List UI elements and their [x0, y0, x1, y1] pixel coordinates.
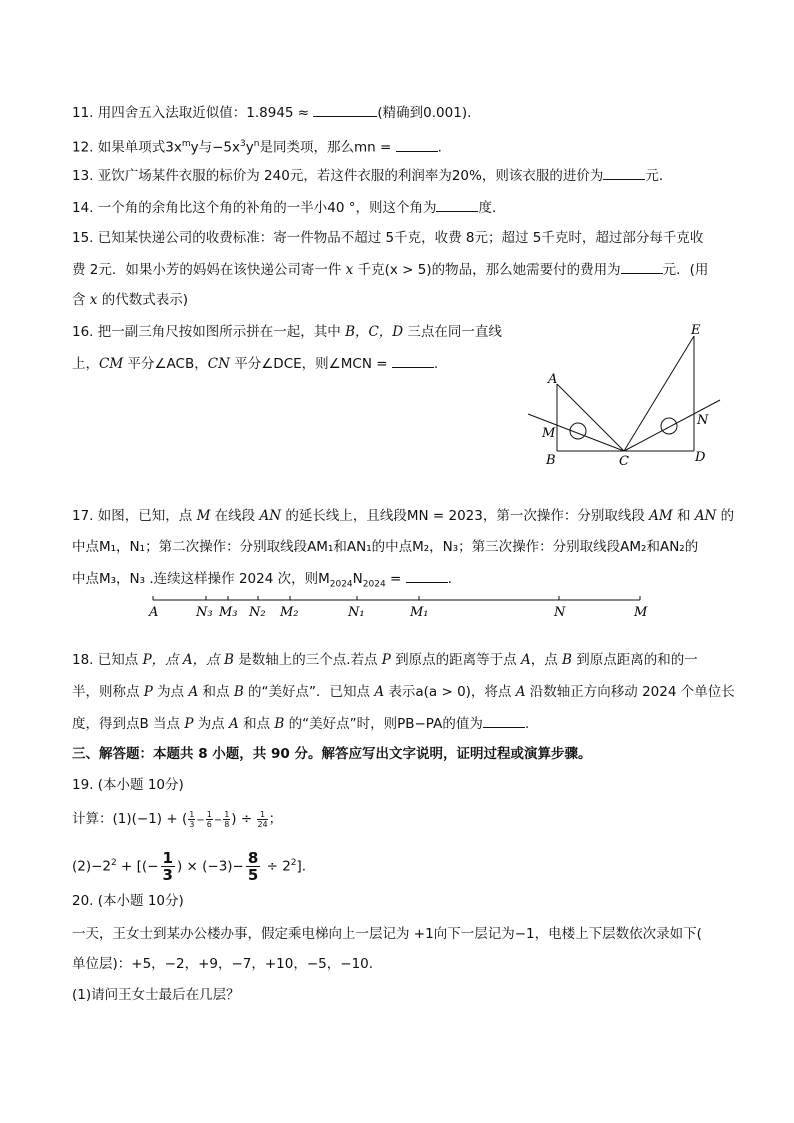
- question-16-line1: 16. 把一副三角尺按如图所示拼在一起，其中 B，C，D 三点在同一直线: [72, 324, 502, 340]
- question-19-title: 19. (本小题 10分): [72, 777, 184, 793]
- seg-label-N1: N₁: [348, 605, 365, 620]
- seg-label-N2: N₂: [249, 605, 266, 620]
- label-D: D: [695, 450, 706, 465]
- seg-label-A: A: [149, 605, 159, 620]
- answer-blank[interactable]: [436, 197, 478, 212]
- question-14: 14. 一个角的余角比这个角的补角的一半小40 °，则这个角为 度．: [72, 197, 505, 218]
- question-13: 13. 亚饮广场某件衣服的标价为 240元，若这件衣服的利润率为20%，则该衣服的进价为 元．: [72, 165, 672, 186]
- question-17-line2: 中点M₁，N₁；第二次操作：分别取线段AM₁和AN₁的中点M₂，N₃；第三次操作：分别取线段AM₂和AN₂的: [72, 539, 699, 555]
- seg-label-M1: M₁: [410, 605, 429, 620]
- question-19-part2: $(2)-2^2$ + [(− $\frac{1}{3}$ ) × (−3)− $\frac{8}{5}$ ÷ $2^2$].: [72, 849, 307, 884]
- question-20-line1: 一天，王女士到某办公楼办事，假定乘电梯向上一层记为 +1向下一层记为−1，电楼上下层数依次录如下(: [72, 926, 702, 942]
- answer-blank[interactable]: [392, 353, 434, 368]
- answer-blank[interactable]: [406, 568, 448, 583]
- seg-label-M3: M₃: [219, 605, 238, 620]
- label-N: N: [697, 413, 709, 428]
- seg-label-N: N: [554, 605, 566, 620]
- answer-blank[interactable]: [621, 259, 663, 274]
- label-E: E: [691, 323, 701, 338]
- answer-blank[interactable]: [396, 137, 438, 152]
- label-M: M: [542, 426, 556, 441]
- label-B: B: [546, 453, 556, 468]
- question-18-line1: 18. 已知点 P，点 A，点 B 是数轴上的三个点.若点 P 到原点的距离等于点 A，点 B 到原点距离的和的一: [72, 652, 698, 668]
- seg-label-N3: N₃: [196, 605, 213, 620]
- answer-blank[interactable]: [313, 102, 377, 117]
- question-15-line3: 含 x 的代数式表示): [72, 292, 188, 308]
- question-17-line3: 中点M₃，N₃ .连续这样操作 2024 次，则$M_{2024}N_{2024}$ = .: [72, 568, 452, 595]
- seg-label-M: M: [634, 605, 648, 620]
- question-20-title: 20. (本小题 10分): [72, 893, 184, 909]
- question-11: 11. 用四舍五入法取近似值：1.8945 ≈ (精确到0.001).: [72, 102, 471, 123]
- answer-blank[interactable]: [483, 713, 525, 728]
- segment-figure: [140, 592, 660, 624]
- label-A: A: [548, 372, 558, 387]
- seg-label-M2: M₂: [280, 605, 299, 620]
- question-20-line2: 单位层)：+5，−2，+9，−7，+10，−5，−10.: [72, 956, 374, 972]
- question-20-line3: (1)请问王女士最后在几层？: [72, 987, 240, 1003]
- question-12: 12. 如果单项式$3x^my$与$-5x^3y^n$是同类项，那么mn = .: [72, 134, 442, 158]
- question-18-line3: 度，得到点B 当点 P 为点 A 和点 B 的“美好点”时，则PB−PA的值为 .: [72, 713, 529, 734]
- question-18-line2: 半，则称点 P 为点 A 和点 B 的“美好点”．已知点 A 表示a(a > 0)，将点 A 沿数轴正方向移动 2024 个单位长: [72, 684, 735, 700]
- question-19-part1: 计算：(1)(−1) + ( $\frac{1}{3}$ − $\frac{1}{6}$ − $\frac{1}{8}$ ) ÷ $\frac{1}{24}$ ；: [72, 809, 283, 829]
- label-C: C: [619, 454, 629, 469]
- triangle-rulers-figure: [520, 320, 730, 470]
- question-15-line1: 15. 已知某快递公司的收费标准：寄一件物品不超过 5千克，收费 8元；超过 5千克时，超过部分每千克收: [72, 230, 704, 246]
- question-15-line2: 费 2元．如果小芳的妈妈在该快递公司寄一件 x 千克(x > 5)的物品，那么她需要付的费用为 元．(用: [72, 259, 708, 280]
- section-3-heading: 三、解答题：本题共 8 小题，共 90 分。解答应写出文字说明，证明过程或演算步骤。: [72, 746, 592, 762]
- question-17-line1: 17. 如图，已知，点 M 在线段 AN 的延长线上，且线段MN = 2023，第一次操作：分别取线段 AM 和 AN 的: [72, 508, 735, 524]
- answer-blank[interactable]: [603, 165, 645, 180]
- question-16-line2: 上，CM 平分∠ACB，CN 平分∠DCE，则∠MCN = .: [72, 353, 438, 374]
